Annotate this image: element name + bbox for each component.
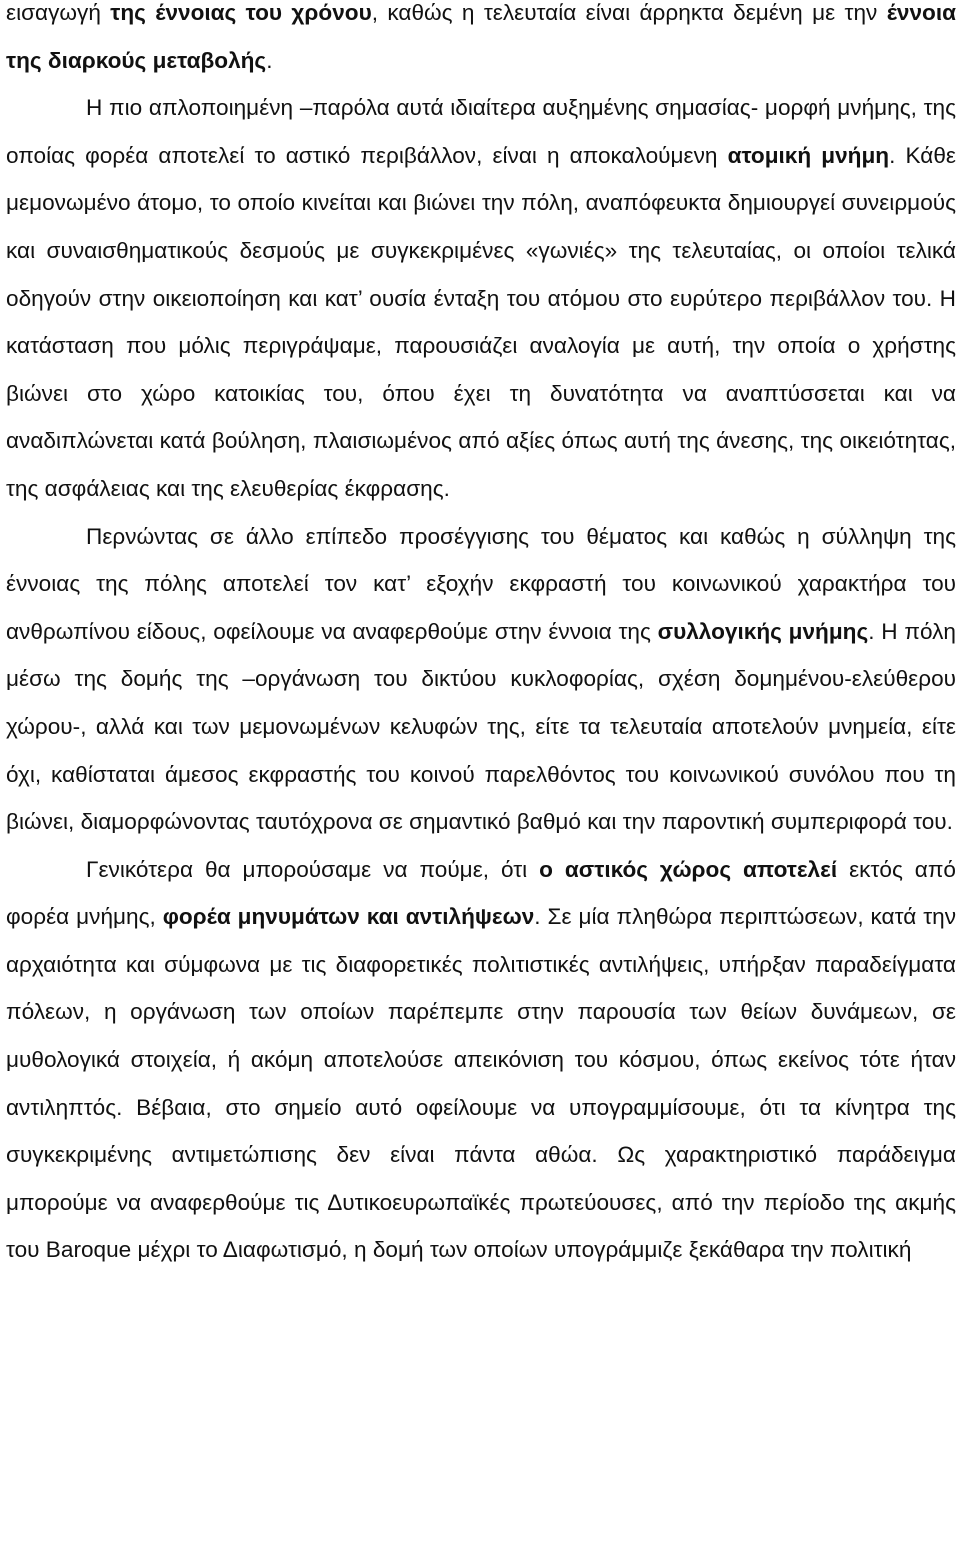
text-run: . Κάθε μεμονωμένο άτομο, το οποίο κινείται και βιώνει την πόλη, αναπόφευκτα δημιουργεί συνειρμούς και συναισθηματικούς δεσμούς με συγκεκριμένες «γωνιές» της τελευταίας, οι οποίοι τελικά οδηγούν στην οικειοποίηση και κατ’ ουσία ένταξη του ατόμου στο ευρύτερο περιβάλλον του. Η κατάσταση που μόλις περιγράψαμε, παρουσιάζει αναλογία με αυτή, την οποία ο χρήστης βιώνει στο χώρο κατοικίας του, όπου έχει τη δυνατότητα να αναπτύσσεται και να αναδιπλώνεται κατά βούληση, πλαισιωμένος από αξίες όπως αυτή της άνεσης, της οικειότητας, της ασφάλειας και της ελευθερίας έκφρασης. <box>6 142 956 501</box>
bold-term-individual-memory: ατομική μνήμη <box>727 142 890 168</box>
paragraph-1 <box>6 0 956 84</box>
text-run: . <box>266 47 273 73</box>
bold-term-messages-and-perceptions: φορέα μηνυμάτων και αντιλήψεων <box>162 904 535 930</box>
paragraph-2 <box>6 84 956 512</box>
text-run: εκτός από φορέα μνήμης, <box>6 856 956 930</box>
text-run: εισαγωγή <box>6 0 111 25</box>
text-run: , καθώς η τελευταία είναι άρρηκτα δεμένη με την <box>371 0 887 25</box>
text-run: . Η πόλη μέσω της δομής της –οργάνωση του δικτύου κυκλοφορίας, σχέση δομημένου-ελεύθερου χώρου-, αλλά και των μεμονωμένων κελυφών της, είτε τα τελευταία αποτελούν μνημεία, είτε όχι, καθίσταται άμεσος εκφραστής του κοινού παρελθόντος του κοινωνικού συνόλου που τη βιώνει, διαμορφώνοντας ταυτόχρονα σε σημαντικό βαθμό και την παροντική συμπεριφορά του. <box>6 618 956 835</box>
paragraph-3 <box>6 513 956 846</box>
paragraph-4 <box>6 846 956 1274</box>
bold-term-urban-space: ο αστικός χώρος αποτελεί <box>539 856 838 882</box>
bold-term-collective-memory: συλλογικής μνήμης <box>657 618 869 644</box>
text-run: Γενικότερα θα μπορούσαμε να πούμε, ότι <box>86 856 540 882</box>
bold-term-continuous-change: έννοια της διαρκούς μεταβολής <box>6 0 956 73</box>
document-body <box>6 0 956 1274</box>
bold-term-concept-of-time: της έννοιας του χρόνου <box>110 0 372 25</box>
text-run: Η πιο απλοποιημένη –παρόλα αυτά ιδιαίτερα αυξημένης σημασίας- μορφή μνήμης, της οποίας φορέα αποτελεί το αστικό περιβάλλον, είναι η αποκαλούμενη <box>6 95 956 168</box>
text-run: Περνώντας σε άλλο επίπεδο προσέγγισης του θέματος και καθώς η σύλληψη της έννοιας της πόλης αποτελεί τον κατ’ εξοχήν εκφραστή του κοινωνικού χαρακτήρα του ανθρωπίνου είδους, οφείλουμε να αναφερθούμε στην έννοια της <box>6 523 956 644</box>
text-run: . Σε μία πληθώρα περιπτώσεων, κατά την αρχαιότητα και σύμφωνα με τις διαφορετικές πολιτιστικές αντιλήψεις, υπήρξαν παραδείγματα πόλεων, η οργάνωση των οποίων παρέπεμπε στην παρουσία των θείων δυνάμεων, σε μυθολογικά στοιχεία, ή ακόμη αποτελούσε απεικόνιση του κόσμου, όπως εκείνος τότε ήταν αντιληπτός. Βέβαια, στο σημείο αυτό οφείλουμε να υπογραμμίσουμε, ότι τα κίνητρα της συγκεκριμένης αντιμετώπισης δεν είναι πάντα αθώα. Ως χαρακτηριστικό παράδειγμα μπορούμε να αναφερθούμε τις Δυτικοευρωπαϊκές πρωτεύουσες, από την περίοδο της ακμής του Baroque μέχρι το Διαφωτισμό, η δομή των οποίων υπογράμμιζε ξεκάθαρα την πολιτική <box>6 904 956 1263</box>
